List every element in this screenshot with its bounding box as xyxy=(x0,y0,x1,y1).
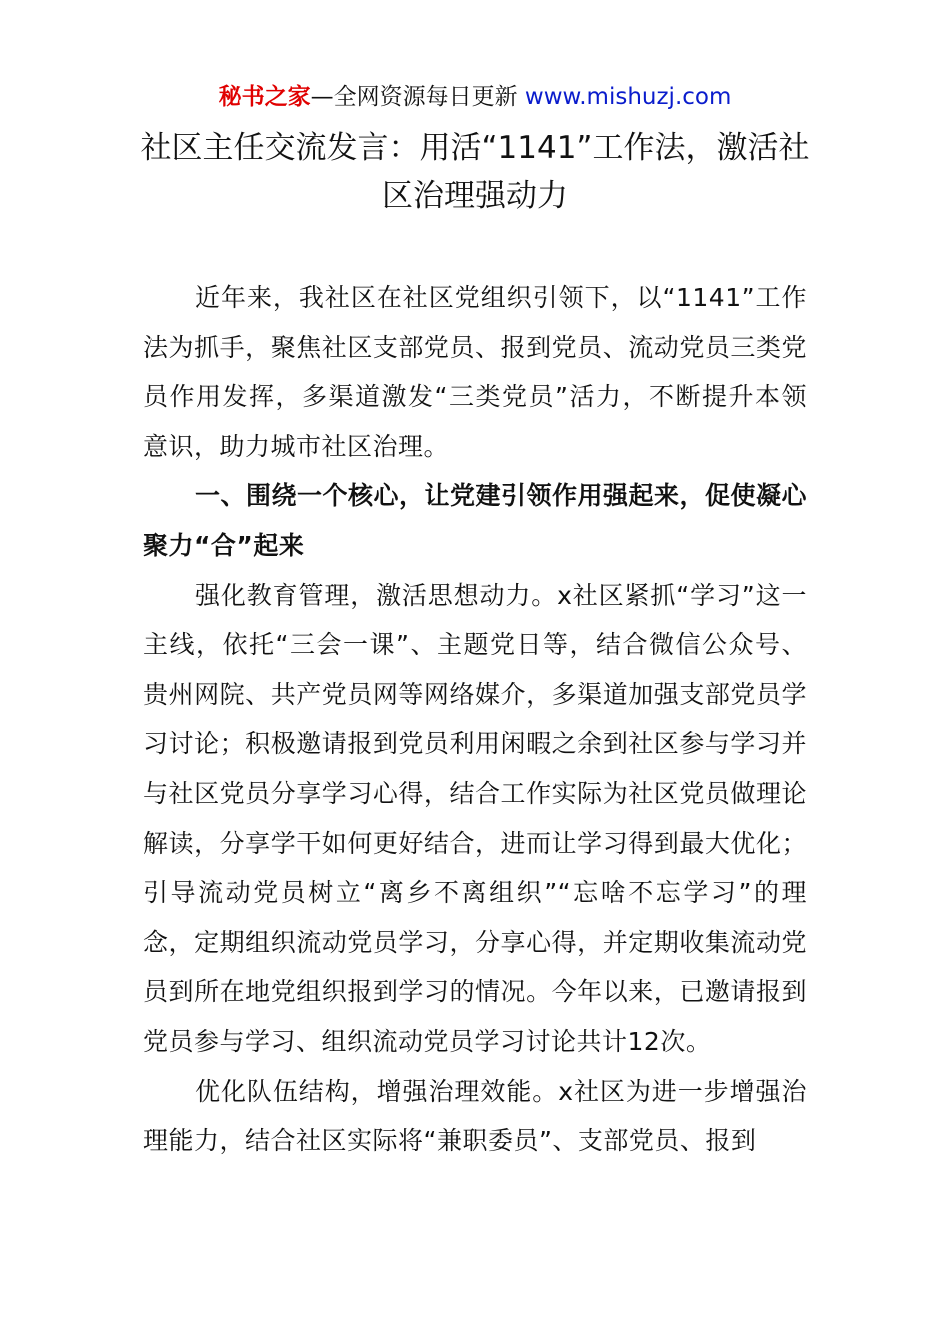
brand-name: 秘书之家 xyxy=(218,84,311,110)
site-header xyxy=(0,80,950,114)
header-tagline: —全网资源每日更新 xyxy=(310,84,525,110)
intro-paragraph: 近年来，我社区在社区党组织引领下，以“1141”工作法为抓手，聚焦社区支部党员、报到党员、流动党员三类党员作用发挥，多渠道激发“三类党员”活力，不断提升本领意识，助力城市社区治理。 xyxy=(143,283,807,461)
site-url-link[interactable]: www.mishuzj.com xyxy=(524,84,732,110)
document-title: 社区主任交流发言：用活“1141”工作法，激活社区治理强动力 xyxy=(140,130,810,214)
document-body xyxy=(143,273,807,1166)
body-paragraph: 强化教育管理，激活思想动力。x社区紧抓“学习”这一主线，依托“三会一课”、主题党日等，结合微信公众号、贵州网院、共产党员网等网络媒介，多渠道加强支部党员学习讨论；积极邀请报到党员利用闲暇之余到社区参与学习并与社区党员分享学习心得，结合工作实际为社区党员做理论解读，分享学干如何更好结合，进而让学习得到最大优化；引导流动党员树立“离乡不离组织”“忘啥不忘学习”的理念，定期组织流动党员学习，分享心得，并定期收集流动党员到所在地党组织报到学习的情况。今年以来，已邀请报到党员参与学习、组织流动党员学习讨论共计12次。 xyxy=(143,580,807,1056)
section-heading: 一、围绕一个核心，让党建引领作用强起来，促使凝心聚力“合”起来 xyxy=(143,481,808,560)
body-paragraph: 优化队伍结构，增强治理效能。x社区为进一步增强治理能力，结合社区实际将“兼职委员”、支部党员、报到 xyxy=(143,1076,807,1156)
